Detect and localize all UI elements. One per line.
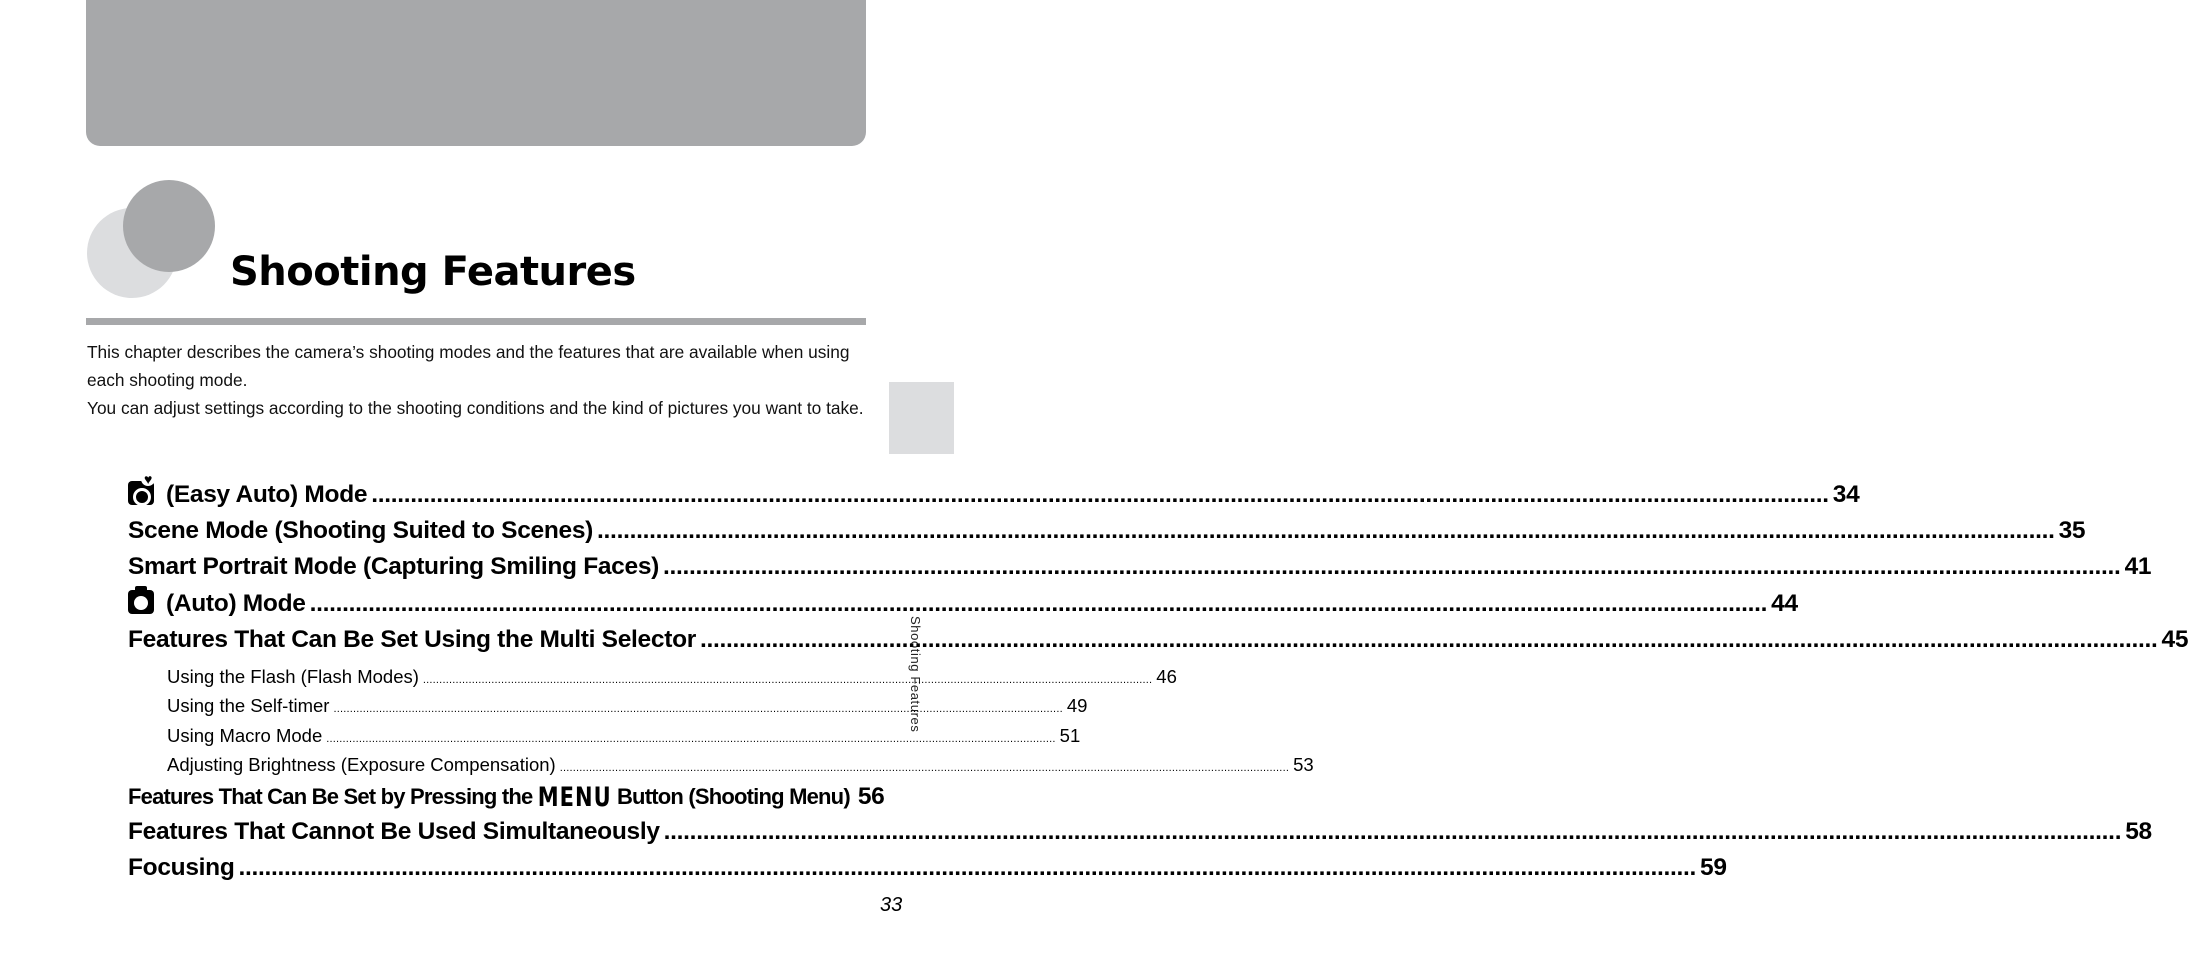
intro-paragraph: You can adjust settings according to the shooting conditions and the kind of pictures you want to take. xyxy=(87,398,864,418)
toc-item-cannot-be-used-simultaneously[interactable]: Features That Cannot Be Used Simultaneously ..... 58 xyxy=(128,818,803,852)
chapter-intro xyxy=(87,338,872,422)
toc-page-number: 35 xyxy=(2058,517,2086,544)
decorative-circle-dark xyxy=(123,180,215,272)
toc-page-number: 41 xyxy=(2124,553,2152,580)
title-divider xyxy=(86,318,866,325)
page-number: 33 xyxy=(880,894,903,916)
toc-page-number: 59 xyxy=(1700,854,1727,881)
easy-auto-mode-icon xyxy=(128,481,154,505)
toc-leader xyxy=(597,517,2055,545)
toc-subitem-flash-modes[interactable]: Using the Flash (Flash Modes) ..... 46 xyxy=(167,666,803,692)
chapter-side-label: Shooting Features xyxy=(908,616,923,733)
toc-page-number: 46 xyxy=(1156,666,1177,687)
toc-leader xyxy=(326,733,1055,745)
toc-item-easy-auto-mode[interactable]: ♥(Easy Auto) Mode ..... 34 xyxy=(128,481,803,515)
toc-page-number: 34 xyxy=(1832,481,1860,508)
intro-paragraph: This chapter describes the camera’s shooting modes and the features that are available when using each shooting mode. xyxy=(87,342,850,390)
toc-subitem-self-timer[interactable]: Using the Self-timer ..... 49 xyxy=(167,695,803,721)
toc-page-number: 56 xyxy=(857,783,885,810)
chapter-side-tab xyxy=(889,382,954,454)
menu-button-glyph: MENU xyxy=(537,782,612,812)
toc-page-number: 58 xyxy=(2125,818,2152,845)
toc-item-auto-mode[interactable]: (Auto) Mode ..... 44 xyxy=(128,590,803,624)
toc-leader xyxy=(310,590,1768,618)
toc-page-number: 51 xyxy=(1059,725,1081,746)
toc-leader xyxy=(371,481,1829,509)
header-band xyxy=(86,0,866,146)
toc-item-smart-portrait-mode[interactable]: Smart Portrait Mode (Capturing Smiling Faces) ..... 41 xyxy=(128,553,803,587)
toc-item-scene-mode[interactable]: Scene Mode (Shooting Suited to Scenes) ..... 35 xyxy=(128,517,803,551)
toc-page-number: 49 xyxy=(1066,695,1088,716)
toc-item-focusing[interactable]: Focusing ..... 59 xyxy=(128,854,803,888)
toc-leader xyxy=(664,818,2122,846)
toc-leader xyxy=(663,553,2121,581)
chapter-title: Shooting Features xyxy=(230,249,636,295)
auto-mode-camera-icon xyxy=(128,590,154,614)
toc-leader xyxy=(560,762,1289,774)
toc-leader xyxy=(423,674,1152,686)
toc-page-number: 53 xyxy=(1293,754,1314,775)
toc-page-number: 44 xyxy=(1771,590,1798,617)
toc-subitem-exposure-compensation[interactable]: Adjusting Brightness (Exposure Compensation) ..... 53 xyxy=(167,754,803,780)
toc-page-number: 45 xyxy=(2161,626,2188,653)
toc-leader xyxy=(239,854,1697,882)
toc-leader xyxy=(700,626,2158,654)
toc-item-shooting-menu-features[interactable]: Features That Can Be Set by Pressing the MENU Button (Shooting Menu) 56 xyxy=(128,782,885,812)
toc-item-multi-selector-features[interactable]: Features That Can Be Set Using the Multi Selector ..... 45 xyxy=(128,626,803,660)
toc-leader xyxy=(333,703,1062,715)
toc-subitem-macro-mode[interactable]: Using Macro Mode ..... 51 xyxy=(167,725,803,751)
